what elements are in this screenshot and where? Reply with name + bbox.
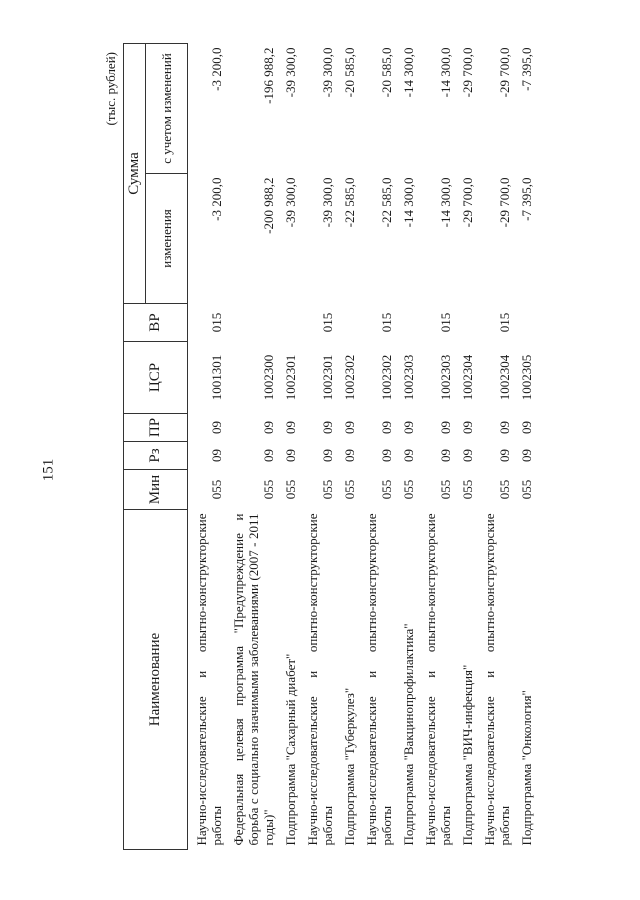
row-csr: 1002305 xyxy=(519,354,534,401)
row-rz: 09 xyxy=(342,449,357,462)
row-pr: 09 xyxy=(283,421,298,434)
row-pr: 09 xyxy=(342,421,357,434)
header-csr: ЦСР xyxy=(124,342,188,414)
row-vr: 015 xyxy=(379,312,394,333)
row-total: -20 585,0 xyxy=(379,47,394,98)
row-min: 055 xyxy=(519,479,534,500)
header-with-changes: с учетом изменений xyxy=(146,43,188,173)
row-vr xyxy=(336,304,358,342)
row-csr: 1001301 xyxy=(209,354,224,401)
header-rz: Рз xyxy=(124,442,188,470)
row-change: -39 300,0 xyxy=(283,177,298,228)
row-rz: 09 xyxy=(209,449,224,462)
table-row xyxy=(188,43,226,849)
row-rz: 09 xyxy=(261,449,276,462)
row-vr: 015 xyxy=(209,312,224,333)
row-total: -7 395,0 xyxy=(519,47,534,91)
row-csr: 1002304 xyxy=(497,354,512,401)
row-min: 055 xyxy=(438,479,453,500)
header-name: Наименование xyxy=(124,510,188,850)
row-rz: 09 xyxy=(320,449,335,462)
row-total: -14 300,0 xyxy=(401,47,416,98)
row-name: Научно-исследовательские и опытно-конструкторские работы xyxy=(305,513,335,846)
row-name: Подпрограмма "Онкология" xyxy=(519,690,534,846)
row-change: -7 395,0 xyxy=(519,177,534,221)
row-name: Подпрограмма "Сахарный диабет" xyxy=(283,653,298,846)
row-vr xyxy=(454,304,476,342)
row-min: 055 xyxy=(320,479,335,500)
row-min: 055 xyxy=(283,479,298,500)
row-rz: 09 xyxy=(379,449,394,462)
row-total: -14 300,0 xyxy=(438,47,453,98)
row-pr: 09 xyxy=(209,421,224,434)
row-vr xyxy=(513,304,535,342)
row-csr: 1002304 xyxy=(460,354,475,401)
row-name: Подпрограмма "Туберкулез" xyxy=(342,687,357,846)
row-rz: 09 xyxy=(460,449,475,462)
row-csr: 1002301 xyxy=(320,354,335,401)
row-change: -29 700,0 xyxy=(497,177,512,228)
row-pr: 09 xyxy=(460,421,475,434)
table-row xyxy=(513,43,535,849)
table-row xyxy=(358,43,395,849)
row-name: Подпрограмма "Вакцинопрофилактика" xyxy=(401,623,416,846)
table-row xyxy=(476,43,513,849)
header-pr: ПР xyxy=(124,414,188,442)
row-total: -3 200,0 xyxy=(209,47,224,91)
row-change: -22 585,0 xyxy=(379,177,394,228)
row-total: -29 700,0 xyxy=(497,47,512,98)
row-vr: 015 xyxy=(438,312,453,333)
row-csr: 1002301 xyxy=(283,354,298,401)
row-pr: 09 xyxy=(320,421,335,434)
row-csr: 1002303 xyxy=(438,354,453,401)
row-min: 055 xyxy=(209,479,224,500)
table-header xyxy=(124,43,188,849)
row-rz: 09 xyxy=(438,449,453,462)
row-vr: 015 xyxy=(320,312,335,333)
budget-table xyxy=(123,43,535,850)
table-row xyxy=(417,43,454,849)
row-vr: 015 xyxy=(497,312,512,333)
table-row xyxy=(277,43,299,849)
table-row xyxy=(336,43,358,849)
row-rz: 09 xyxy=(283,449,298,462)
row-csr: 1002303 xyxy=(401,354,416,401)
row-total: -20 585,0 xyxy=(342,47,357,98)
row-pr: 09 xyxy=(497,421,512,434)
row-change: -3 200,0 xyxy=(209,177,224,221)
row-total: -196 988,2 xyxy=(261,47,276,104)
table-body xyxy=(188,43,536,849)
table-row xyxy=(299,43,336,849)
row-csr: 1002300 xyxy=(261,354,276,401)
row-pr: 09 xyxy=(519,421,534,434)
row-total: -29 700,0 xyxy=(460,47,475,98)
row-change: -22 585,0 xyxy=(342,177,357,228)
row-rz: 09 xyxy=(497,449,512,462)
row-change: -39 300,0 xyxy=(320,177,335,228)
row-min: 055 xyxy=(379,479,394,500)
row-min: 055 xyxy=(497,479,512,500)
row-change: -14 300,0 xyxy=(438,177,453,228)
row-name: Подпрограмма "ВИЧ-инфекция" xyxy=(460,664,475,846)
row-change: -14 300,0 xyxy=(401,177,416,228)
row-total: -39 300,0 xyxy=(283,47,298,98)
row-min: 055 xyxy=(460,479,475,500)
row-name: Научно-исследовательские и опытно-конструкторские работы xyxy=(482,513,512,846)
page-number: 151 xyxy=(40,458,57,482)
row-pr: 09 xyxy=(261,421,276,434)
header-min: Мин xyxy=(124,470,188,510)
row-vr xyxy=(395,304,417,342)
row-change: -29 700,0 xyxy=(460,177,475,228)
row-name: Научно-исследовательские и опытно-конструкторские работы xyxy=(194,513,224,846)
row-name: Федеральная целевая программа "Предупреждение и борьба с социально значимыми заболеваниями (2007 - 2011 годы)" xyxy=(231,513,276,846)
row-pr: 09 xyxy=(379,421,394,434)
row-csr: 1002302 xyxy=(379,354,394,401)
header-vr: ВР xyxy=(124,304,188,342)
row-name: Научно-исследовательские и опытно-конструкторские работы xyxy=(423,513,453,846)
table-row xyxy=(225,43,277,849)
row-name: Научно-исследовательские и опытно-конструкторские работы xyxy=(364,513,394,846)
row-min: 055 xyxy=(342,479,357,500)
row-min: 055 xyxy=(401,479,416,500)
row-rz: 09 xyxy=(519,449,534,462)
units-label: (тыс. рублей) xyxy=(103,52,118,126)
header-sum: Сумма xyxy=(124,43,146,303)
row-csr: 1002302 xyxy=(342,354,357,401)
budget-sheet xyxy=(97,44,567,850)
row-change: -200 988,2 xyxy=(261,177,276,234)
table-row xyxy=(454,43,476,849)
row-total: -39 300,0 xyxy=(320,47,335,98)
row-min: 055 xyxy=(261,479,276,500)
row-rz: 09 xyxy=(401,449,416,462)
header-change: изменения xyxy=(146,174,188,304)
table-row xyxy=(395,43,417,849)
row-vr xyxy=(225,304,277,342)
row-vr xyxy=(277,304,299,342)
row-pr: 09 xyxy=(401,421,416,434)
row-pr: 09 xyxy=(438,421,453,434)
